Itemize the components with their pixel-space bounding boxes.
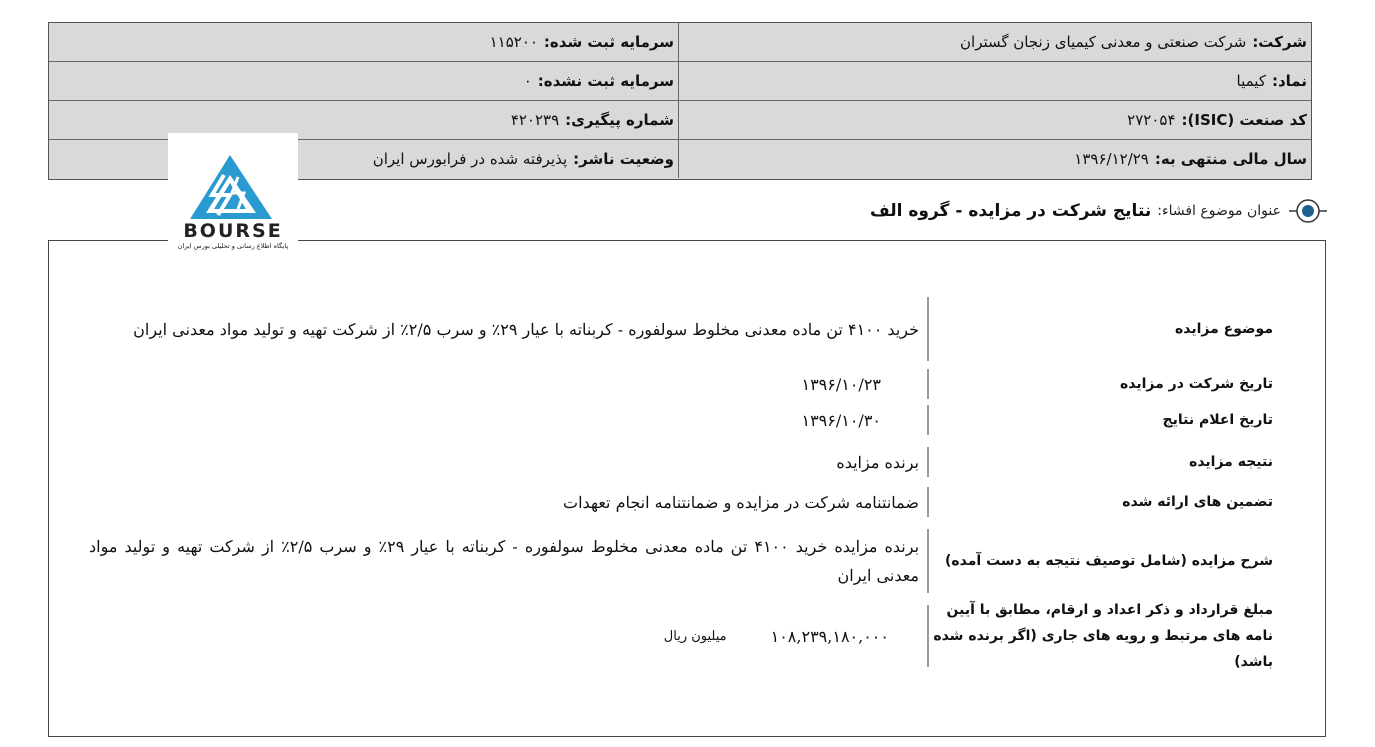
- amount-label: مبلغ قرارداد و ذکر اعداد و ارقام، مطابق با آیین نامه های مرتبط و رویه های جاری (اگر برنده شده باشد): [933, 602, 1273, 670]
- amount-row: [663, 602, 1295, 670]
- publisher-status-value: پذیرفته شده در فرابورس ایران: [372, 150, 568, 168]
- subject-value: خرید ۴۱۰۰ تن ماده معدنی مخلوط سولفوره - کربناته با عیار ۲۹٪ و سرب ۲/۵٪ از شرکت تهیه و تولید مواد معدنی ایران: [133, 319, 919, 339]
- symbol-value: کیمیا: [1236, 72, 1266, 90]
- description-row: [89, 529, 1295, 593]
- results-date-row: [801, 405, 1295, 435]
- row-separator: [927, 369, 929, 399]
- topic-label: عنوان موضوع افشاء:: [1157, 203, 1281, 219]
- tracking-label: شماره پیگیری:: [565, 111, 674, 129]
- company-label: شرکت:: [1252, 33, 1307, 51]
- subject-label: موضوع مزایده: [1175, 321, 1273, 337]
- info-row-1: [49, 23, 1311, 62]
- bourse-logo: [168, 133, 298, 251]
- tracking-value: ۴۲۰۲۳۹: [510, 111, 560, 129]
- results-date-label: تاریخ اعلام نتایج: [1162, 412, 1273, 428]
- participation-date-row: [801, 369, 1295, 399]
- guarantees-row: [563, 487, 1295, 517]
- row-separator: [927, 405, 929, 435]
- symbol-cell: [679, 62, 1311, 100]
- result-row: [836, 447, 1295, 477]
- auction-details-box: [48, 240, 1326, 737]
- guarantees-label: تضمین های ارائه شده: [1122, 494, 1273, 510]
- row-separator: [927, 297, 929, 361]
- description-label: شرح مزایده (شامل توصیف نتیجه به دست آمده): [944, 553, 1273, 569]
- result-value: برنده مزایده: [836, 452, 919, 472]
- description-value: برنده مزایده خرید ۴۱۰۰ تن ماده معدنی مخلوط سولفوره - کربناته با عیار ۲۹٪ و سرب ۲/۵٪ از شرکت تهیه و تولید مواد معدنی ایران: [89, 537, 920, 585]
- target-bullet-icon: [1289, 196, 1327, 226]
- logo-brand-text: BOURSE: [183, 220, 283, 242]
- disclosure-topic: [870, 196, 1327, 226]
- subject-row: [89, 297, 1295, 361]
- unregistered-capital-value: ۰: [523, 72, 532, 90]
- isic-value: ۲۷۲۰۵۴: [1127, 111, 1176, 129]
- row-separator: [927, 529, 929, 593]
- company-value: شرکت صنعتی و معدنی کیمیای زنجان گستران: [960, 33, 1247, 51]
- logo-caption-text: پایگاه اطلاع رسانی و تحلیلی بورس ایران: [177, 242, 289, 250]
- result-label: نتیجه مزایده: [1189, 454, 1273, 470]
- topic-value: نتایج شرکت در مزایده - گروه الف: [869, 201, 1152, 221]
- row-separator: [927, 447, 929, 477]
- capital-label: سرمایه ثبت شده:: [543, 33, 674, 51]
- row-separator: [927, 487, 929, 517]
- capital-cell: [49, 23, 679, 61]
- company-cell: [679, 23, 1311, 61]
- unregistered-capital-label: سرمایه ثبت نشده:: [537, 72, 674, 90]
- participation-date-label: تاریخ شرکت در مزایده: [1119, 376, 1273, 392]
- isic-cell: [679, 101, 1311, 139]
- participation-date-value: ۱۳۹۶/۱۰/۲۳: [801, 374, 881, 394]
- publisher-status-cell: [49, 140, 679, 178]
- symbol-label: نماد:: [1271, 72, 1307, 90]
- row-separator: [927, 605, 929, 667]
- publisher-status-label: وضعیت ناشر:: [573, 150, 674, 168]
- fiscal-year-value: ۱۳۹۶/۱۲/۲۹: [1074, 150, 1149, 168]
- tracking-cell: [49, 101, 679, 139]
- results-date-value: ۱۳۹۶/۱۰/۳۰: [801, 410, 881, 430]
- amount-value: ۱۰۸,۲۳۹,۱۸۰,۰۰۰: [770, 626, 889, 646]
- unregistered-capital-cell: [49, 62, 679, 100]
- amount-value-group: [664, 605, 925, 667]
- capital-value: ۱۱۵۲۰۰: [489, 33, 538, 51]
- fiscal-year-label: سال مالی منتهی به:: [1154, 150, 1307, 168]
- fiscal-year-cell: [679, 140, 1311, 178]
- isic-label: کد صنعت (ISIC):: [1181, 111, 1307, 129]
- guarantees-value: ضمانتنامه شرکت در مزایده و ضمانتنامه انجام تعهدات: [563, 492, 919, 512]
- amount-unit: میلیون ریال: [663, 628, 727, 644]
- info-row-2: [49, 62, 1311, 101]
